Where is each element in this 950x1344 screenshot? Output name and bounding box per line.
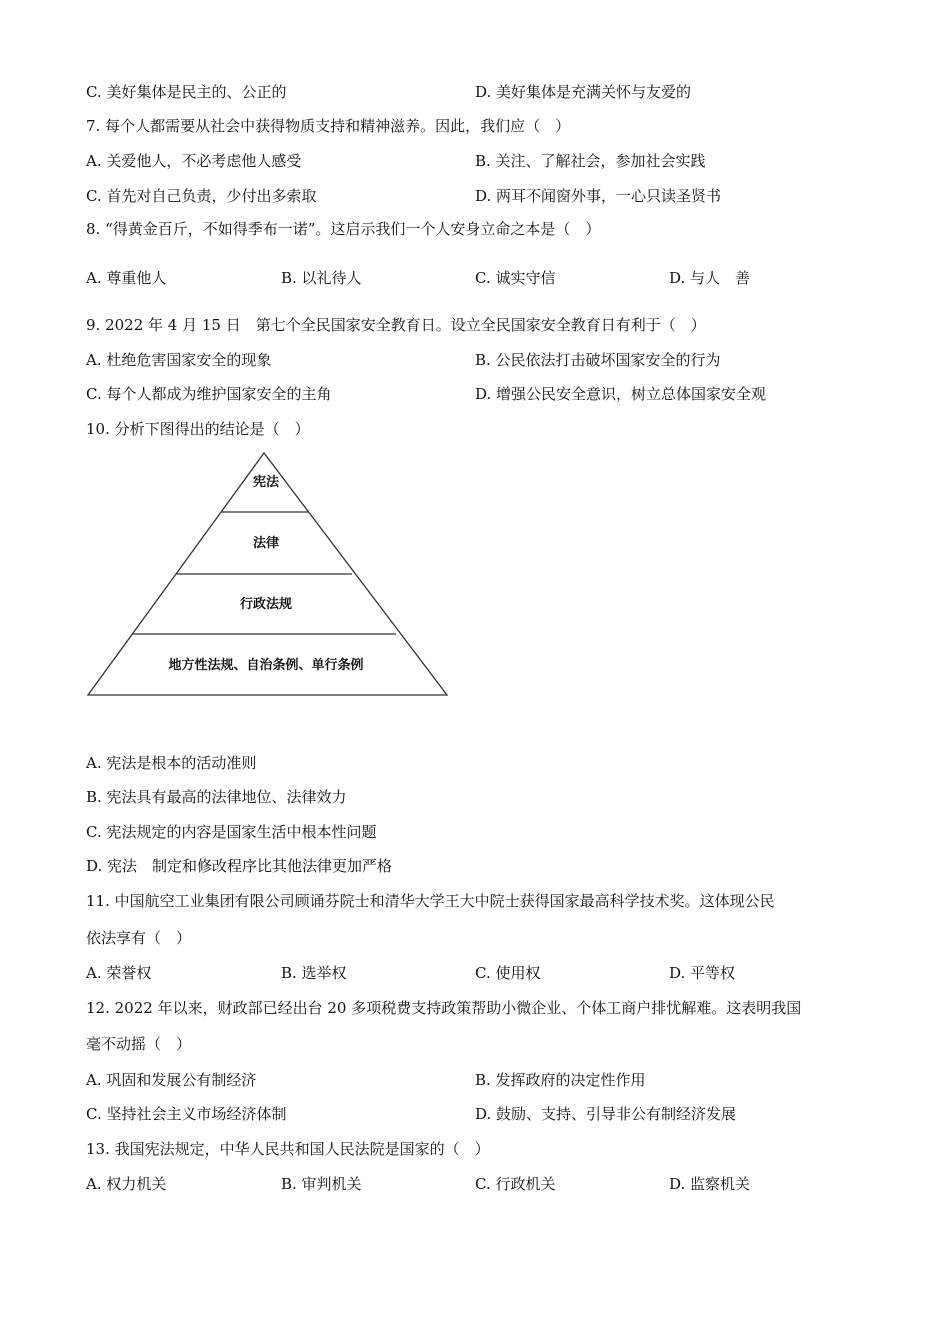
q11-stem-line2: 依法享有（ ） xyxy=(86,929,192,947)
q12-stem-line1: 12. 2022 年以来，财政部已经出台 20 多项税费支持政策帮助小微企业、个体工商户排忧解难。这表明我国 xyxy=(86,999,802,1017)
q8-stem: 8. “得黄金百斤，不如得季布一诺”。这启示我们一个人安身立命之本是（ ） xyxy=(86,220,601,238)
q6-option-d: D. 美好集体是充满关怀与友爱的 xyxy=(475,83,692,101)
q12-option-b: B. 发挥政府的决定性作用 xyxy=(475,1071,646,1089)
q10-option-a: A. 宪法是根本的活动准则 xyxy=(86,754,257,772)
q12-option-a: A. 巩固和发展公有制经济 xyxy=(86,1071,257,1089)
q8-option-c: C. 诚实守信 xyxy=(475,269,556,287)
q9-option-c: C. 每个人都成为维护国家安全的主角 xyxy=(86,385,332,403)
q12-option-c: C. 坚持社会主义市场经济体制 xyxy=(86,1105,287,1123)
q10-option-d: D. 宪法 制定和修改程序比其他法律更加严格 xyxy=(86,857,393,875)
q10-option-c: C. 宪法规定的内容是国家生活中根本性问题 xyxy=(86,823,377,841)
q10-stem: 10. 分析下图得出的结论是（ ） xyxy=(86,420,310,438)
q12-stem-line2: 毫不动摇（ ） xyxy=(86,1035,192,1053)
legal-hierarchy-pyramid-diagram xyxy=(86,450,450,698)
q7-stem: 7. 每个人都需要从社会中获得物质支持和精神滋养。因此，我们应（ ） xyxy=(86,117,571,135)
q10-option-b: B. 宪法具有最高的法律地位、法律效力 xyxy=(86,788,347,806)
q8-option-d: D. 与人 善 xyxy=(669,269,751,287)
q11-option-a: A. 荣誉权 xyxy=(86,964,152,982)
q12-option-d: D. 鼓励、支持、引导非公有制经济发展 xyxy=(475,1105,737,1123)
q8-option-a: A. 尊重他人 xyxy=(86,269,167,287)
q13-option-d: D. 监察机关 xyxy=(669,1175,751,1193)
pyramid-level-administrative-regulations: 行政法规 xyxy=(239,597,293,612)
q11-option-c: C. 使用权 xyxy=(475,964,541,982)
q7-option-a: A. 关爱他人，不必考虑他人感受 xyxy=(86,152,302,170)
q6-option-c: C. 美好集体是民主的、公正的 xyxy=(86,83,287,101)
q11-option-b: B. 选举权 xyxy=(281,964,347,982)
pyramid-level-constitution: 宪法 xyxy=(252,475,280,490)
q9-option-b: B. 公民依法打击破坏国家安全的行为 xyxy=(475,351,721,369)
q13-stem: 13. 我国宪法规定，中华人民共和国人民法院是国家的（ ） xyxy=(86,1140,490,1158)
q8-option-b: B. 以礼待人 xyxy=(281,269,362,287)
q13-option-a: A. 权力机关 xyxy=(86,1175,167,1193)
q11-option-d: D. 平等权 xyxy=(669,964,736,982)
q9-option-d: D. 增强公民安全意识，树立总体国家安全观 xyxy=(475,385,767,403)
q13-option-b: B. 审判机关 xyxy=(281,1175,362,1193)
q9-stem: 9. 2022 年 4 月 15 日 第七个全民国家安全教育日。设立全民国家安全教育日有利于（ ） xyxy=(86,316,706,334)
pyramid-level-local-regulations: 地方性法规、自治条例、单行条例 xyxy=(168,658,364,673)
q7-option-d: D. 两耳不闻窗外事，一心只读圣贤书 xyxy=(475,187,722,205)
q9-option-a: A. 杜绝危害国家安全的现象 xyxy=(86,351,272,369)
pyramid-level-law: 法律 xyxy=(252,536,280,551)
q13-option-c: C. 行政机关 xyxy=(475,1175,556,1193)
q11-stem-line1: 11. 中国航空工业集团有限公司顾诵芬院士和清华大学王大中院士获得国家最高科学技术奖。这体现公民 xyxy=(86,892,775,910)
q7-option-b: B. 关注、了解社会，参加社会实践 xyxy=(475,152,706,170)
q7-option-c: C. 首先对自己负责，少付出多索取 xyxy=(86,187,317,205)
